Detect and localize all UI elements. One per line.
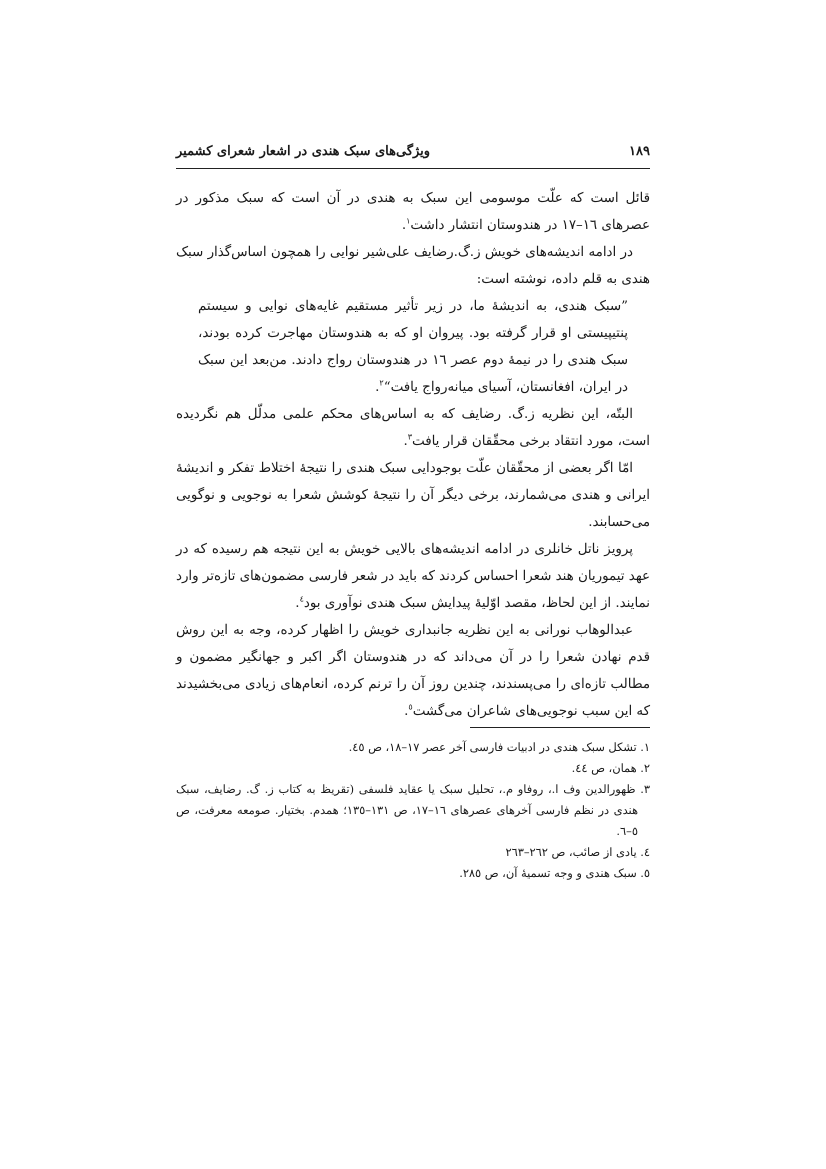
footnote-3: ۳. ظهورالدین وف ا.، روفاو م.، تحلیل سبک یا عقاید فلسفی (تقریظ به کتاب ز. گ. رضایف، سبک هندی در نظم فارسی آخرهای عصرهای ۱٦–۱۷، ص ۱۳۱–۱۳٥؛ همدم. بختیار. صومعه معرفت، ص ٥–٦.: [176, 782, 650, 838]
footnote-ref-5: ٥: [408, 702, 413, 712]
footnote-ref-2: ۲: [379, 378, 384, 388]
paragraph-4: امّا اگر بعضی از محقّقان علّت بوجودایی سبک هندی را نتیجهٔ اختلاط تفکر و اندیشهٔ ایرانی و هندی می‌شمارند، برخی دیگر آن را نتیجهٔ کوشش شعرا به نوجویی و نوگویی می‌حسابند.: [176, 461, 650, 530]
paragraph-6: عبدالوهاب نورانی به این نظریه جانبداری خویش را اظهار کرده، وجه به این روش قدم نهادن شعرا را در آن می‌داند که در هندوستان اگر اکبر و جهانگیر مضمون و مطالب تازه‌ای را می‌پسندند، چندین روز آن را ترنم کرده، انعام‌های زیادی می‌بخشیدند که این سبب نوجویی‌های شاعران می‌گشت$^٥$.: [176, 623, 650, 719]
footnote-ref-1: ۱: [406, 216, 411, 226]
paragraph-5-text: پرویز ناتل خانلری در ادامه اندیشه‌های بالایی خویش به این نتیجه هم رسیده که در عهد تیموریان هند شعرا احساس کردند که باید در شعر فارسی مضمون‌های تازه‌تر وارد نمایند. از این لحاظ، مقصد اوّلیهٔ پیدایش سبک هندی نوآوری بود: [176, 542, 650, 611]
running-header: [176, 142, 650, 169]
paragraph-3-text: البتّه، این نظریه ز.گ. رضایف که به اساس‌های محکم علمی مدلّل هم نگردیده است، مورد انتقاد برخی محقّقان قرار یافت: [176, 407, 650, 449]
running-title: ویژگی‌های سبک هندی در اشعار شعرای کشمیر: [176, 144, 431, 159]
footnote-ref-4: ٤: [299, 594, 304, 604]
page-number: ۱۸۹: [629, 144, 650, 159]
footnote-4: ٤. یادی از صائب، ص ۲٦۲–۲٦۳: [505, 845, 650, 859]
footnotes: [176, 737, 650, 884]
paragraph-5: پرویز ناتل خانلری در ادامه اندیشه‌های بالایی خویش به این نتیجه هم رسیده که در عهد تیموریان هند شعرا احساس کردند که باید در شعر فارسی مضمون‌های تازه‌تر وارد نمایند. از این لحاظ، مقصد اوّلیهٔ پیدایش سبک هندی نوآوری بود$^٤$.: [176, 542, 650, 611]
paragraph-1-text: قائل است که علّت موسومی این سبک به هندی در آن است که سبک مذکور در عصرهای ۱٦–۱۷ در هندوستان انتشار داشت: [176, 191, 650, 233]
paragraph-1: قائل است که علّت موسومی این سبک به هندی در آن است که سبک مذکور در عصرهای ۱٦–۱۷ در هندوستان انتشار داشت$^۱$.: [176, 191, 650, 233]
footnote-5: ٥. سبک هندی و وجه تسمیهٔ آن، ص ۲۸٥.: [459, 866, 650, 880]
body-text: [176, 185, 650, 725]
block-quote: ”سبک هندی، به اندیشهٔ ما، در زیر تأثیر مستقیم غایه‌های نوایی و سیستم پنتیپیستی او قرار گرفته بود. پیروان او که به هندوستان مهاجرت کرده بودند، سبک هندی را در نیمهٔ دوم عصر ۱٦ در هندوستان رواج دادند. من‌بعد این سبک در ایران، افغانستان، آسیای میانه‌رواج یافت“$^۲$.: [198, 299, 629, 395]
footnote-ref-3: ۳: [407, 432, 413, 442]
footnote-divider: [470, 727, 650, 728]
block-quote-text: ”سبک هندی، به اندیشهٔ ما، در زیر تأثیر مستقیم غایه‌های نوایی و سیستم پنتیپیستی او قرار گرفته بود. پیروان او که به هندوستان مهاجرت کرده بودند، سبک هندی را در نیمهٔ دوم عصر ۱٦ در هندوستان رواج دادند. من‌بعد این سبک در ایران، افغانستان، آسیای میانه‌رواج یافت“: [198, 299, 629, 395]
footnote-1: ۱. تشکل سبک هندی در ادبیات فارسی آخر عصر ۱۷–۱۸، ص ٤٥.: [348, 740, 650, 754]
paragraph-6-text: عبدالوهاب نورانی به این نظریه جانبداری خویش را اظهار کرده، وجه به این روش قدم نهادن شعرا را در آن می‌داند که در هندوستان اگر اکبر و جهانگیر مضمون و مطالب تازه‌ای را می‌پسندند، چندین روز آن را ترنم کرده، انعام‌های زیادی می‌بخشیدند که این سبب نوجویی‌های شاعران می‌گشت: [176, 623, 650, 719]
paragraph-3: البتّه، این نظریه ز.گ. رضایف که به اساس‌های محکم علمی مدلّل هم نگردیده است، مورد انتقاد برخی محقّقان قرار یافت$^۳$.: [176, 407, 650, 449]
footnote-2: ۲. همان، ص ٤٤.: [571, 761, 650, 775]
paragraph-2: در ادامه اندیشه‌های خویش ز.گ.رضایف علی‌شیر نوایی را همچون اساس‌گذار سبک هندی به قلم داده، نوشته است:: [176, 245, 650, 287]
